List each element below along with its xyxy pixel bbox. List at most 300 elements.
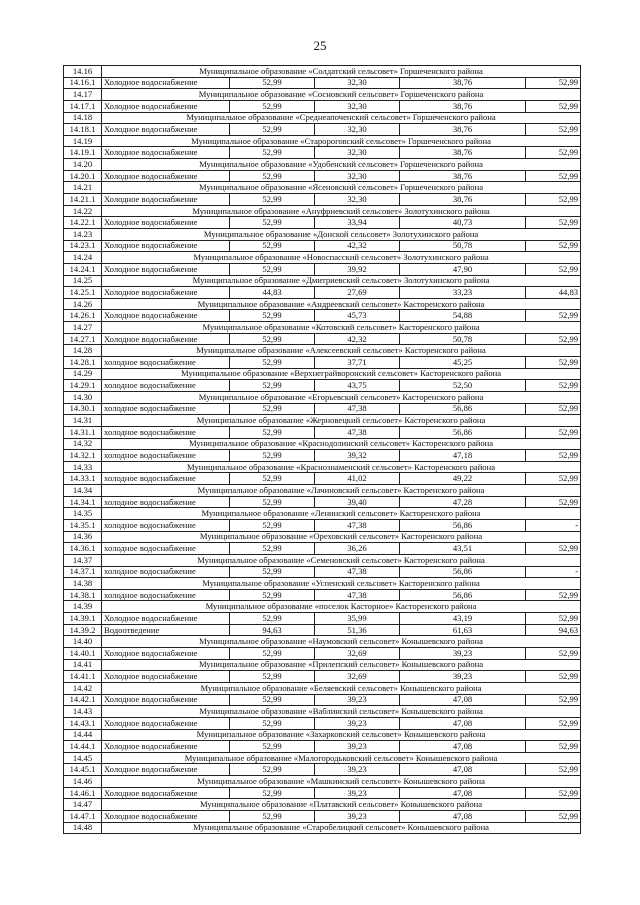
municipality-title: Муниципальное образование «Ясеновский сельсовет» Горшеченского района (102, 182, 581, 194)
row-code: 14.24.1 (64, 263, 102, 275)
tariff-value-4: 52,99 (526, 717, 581, 729)
service-name: Холодное водоснабжение (102, 717, 230, 729)
row-code: 14.42 (64, 682, 102, 694)
tariff-value-1: 52,99 (230, 403, 315, 415)
row-code: 14.43.1 (64, 717, 102, 729)
row-code: 14.36.1 (64, 543, 102, 555)
municipality-header-row (64, 682, 581, 694)
row-code: 14.18 (64, 112, 102, 124)
municipality-header-row (64, 182, 581, 194)
tariff-value-1: 52,99 (230, 566, 315, 578)
tariff-value-2: 39,32 (315, 450, 400, 462)
row-code: 14.36 (64, 531, 102, 543)
tariff-value-4: 52,99 (526, 100, 581, 112)
tariff-value-2: 39,23 (315, 741, 400, 753)
row-code: 14.22.1 (64, 217, 102, 229)
municipality-header-row (64, 159, 581, 171)
tariff-value-2: 45,73 (315, 310, 400, 322)
tariff-row (64, 566, 581, 578)
municipality-header-row (64, 799, 581, 811)
tariff-row (64, 310, 581, 322)
tariff-value-4: 52,99 (526, 147, 581, 159)
tariff-value-2: 32,30 (315, 147, 400, 159)
row-code: 14.47 (64, 799, 102, 811)
municipality-title: Муниципальное образование «Краснодолинский сельсовет» Касторенского района (102, 438, 581, 450)
municipality-header-row (64, 822, 581, 834)
tariff-value-2: 39,23 (315, 787, 400, 799)
municipality-header-row (64, 636, 581, 648)
tariff-value-1: 52,99 (230, 124, 315, 136)
municipality-header-row (64, 391, 581, 403)
municipality-header-row (64, 461, 581, 473)
row-code: 14.33 (64, 461, 102, 473)
tariff-value-4: 52,99 (526, 170, 581, 182)
row-code: 14.39.1 (64, 613, 102, 625)
row-code: 14.47.1 (64, 811, 102, 823)
tariff-row (64, 543, 581, 555)
municipality-title: Муниципальное образование «Удобенский сельсовет» Горшеченского района (102, 159, 581, 171)
row-code: 14.27.1 (64, 333, 102, 345)
tariff-row (64, 77, 581, 89)
tariff-value-2: 32,30 (315, 194, 400, 206)
tariff-value-1: 52,99 (230, 496, 315, 508)
row-code: 14.20.1 (64, 170, 102, 182)
service-name: Холодное водоснабжение (102, 333, 230, 345)
tariff-value-3: 56,86 (400, 566, 526, 578)
tariff-value-4: 52,99 (526, 357, 581, 369)
tariff-value-1: 52,99 (230, 380, 315, 392)
tariff-value-2: 41,02 (315, 473, 400, 485)
municipality-header-row (64, 66, 581, 78)
row-code: 14.44.1 (64, 741, 102, 753)
row-code: 14.18.1 (64, 124, 102, 136)
tariff-value-4: 52,99 (526, 671, 581, 683)
tariff-value-1: 52,99 (230, 613, 315, 625)
tariff-value-3: 47,08 (400, 764, 526, 776)
municipality-header-row (64, 438, 581, 450)
service-name: холодное водоснабжение (102, 543, 230, 555)
row-code: 14.39.2 (64, 624, 102, 636)
municipality-header-row (64, 601, 581, 613)
tariff-value-3: 38,76 (400, 124, 526, 136)
tariff-value-3: 43,19 (400, 613, 526, 625)
tariff-value-3: 56,86 (400, 589, 526, 601)
tariff-value-4: 52,99 (526, 450, 581, 462)
tariff-row (64, 764, 581, 776)
tariff-value-2: 36,26 (315, 543, 400, 555)
tariff-value-1: 52,99 (230, 450, 315, 462)
tariff-value-4: 52,99 (526, 403, 581, 415)
tariff-value-4: - (526, 566, 581, 578)
municipality-title: Муниципальное образование «Лачиновский сельсовет» Касторенского района (102, 485, 581, 497)
tariff-value-1: 52,99 (230, 648, 315, 660)
row-code: 14.44 (64, 729, 102, 741)
tariff-value-3: 38,76 (400, 77, 526, 89)
service-name: Холодное водоснабжение (102, 147, 230, 159)
tariff-value-1: 52,99 (230, 717, 315, 729)
tariff-value-3: 47,08 (400, 787, 526, 799)
tariff-value-1: 52,99 (230, 357, 315, 369)
tariff-value-3: 47,90 (400, 263, 526, 275)
row-code: 14.33.1 (64, 473, 102, 485)
municipality-title: Муниципальное образование «Среднеапоченский сельсовет» Горшеченского района (102, 112, 581, 124)
service-name: Холодное водоснабжение (102, 310, 230, 322)
municipality-title: Муниципальное образование «Андреевский сельсовет» Касторенского района (102, 298, 581, 310)
municipality-header-row (64, 729, 581, 741)
service-name: Холодное водоснабжение (102, 613, 230, 625)
service-name: холодное водоснабжение (102, 357, 230, 369)
tariff-value-3: 61,63 (400, 624, 526, 636)
tariff-value-4: 52,99 (526, 194, 581, 206)
municipality-header-row (64, 112, 581, 124)
tariff-table-body (64, 66, 581, 834)
row-code: 14.32.1 (64, 450, 102, 462)
tariff-value-1: 52,99 (230, 519, 315, 531)
row-code: 14.20 (64, 159, 102, 171)
tariff-value-4: 44,83 (526, 287, 581, 299)
tariff-row (64, 613, 581, 625)
tariff-row (64, 124, 581, 136)
row-code: 14.26 (64, 298, 102, 310)
tariff-value-1: 52,99 (230, 543, 315, 555)
service-name: холодное водоснабжение (102, 450, 230, 462)
row-code: 14.25.1 (64, 287, 102, 299)
row-code: 14.28.1 (64, 357, 102, 369)
tariff-value-4: 52,99 (526, 741, 581, 753)
tariff-value-2: 47,38 (315, 566, 400, 578)
municipality-header-row (64, 659, 581, 671)
row-code: 14.23.1 (64, 240, 102, 252)
tariff-value-1: 52,99 (230, 741, 315, 753)
tariff-table (63, 65, 581, 834)
tariff-value-3: 39,23 (400, 648, 526, 660)
tariff-row (64, 811, 581, 823)
tariff-value-3: 47,08 (400, 741, 526, 753)
service-name: холодное водоснабжение (102, 496, 230, 508)
tariff-value-2: 39,40 (315, 496, 400, 508)
municipality-title: Муниципальное образование «Наумовский сельсовет» Конышевского района (102, 636, 581, 648)
row-code: 14.45 (64, 752, 102, 764)
tariff-value-4: 52,99 (526, 648, 581, 660)
row-code: 14.37 (64, 554, 102, 566)
tariff-value-1: 52,99 (230, 77, 315, 89)
tariff-value-2: 32,69 (315, 648, 400, 660)
municipality-title: Муниципальное образование «Сосновский сельсовет» Горшеченского района (102, 89, 581, 101)
tariff-value-1: 52,99 (230, 194, 315, 206)
tariff-value-3: 47,08 (400, 694, 526, 706)
tariff-value-2: 32,30 (315, 124, 400, 136)
row-code: 14.16.1 (64, 77, 102, 89)
tariff-row (64, 473, 581, 485)
service-name: Холодное водоснабжение (102, 217, 230, 229)
tariff-value-4: 52,99 (526, 787, 581, 799)
tariff-value-3: 39,23 (400, 671, 526, 683)
service-name: Холодное водоснабжение (102, 787, 230, 799)
row-code: 14.34 (64, 485, 102, 497)
service-name: Холодное водоснабжение (102, 648, 230, 660)
tariff-value-1: 52,99 (230, 671, 315, 683)
service-name: Холодное водоснабжение (102, 287, 230, 299)
row-code: 14.40 (64, 636, 102, 648)
tariff-value-1: 52,99 (230, 426, 315, 438)
tariff-value-1: 52,99 (230, 787, 315, 799)
municipality-header-row (64, 89, 581, 101)
tariff-row (64, 496, 581, 508)
tariff-value-3: 50,78 (400, 240, 526, 252)
row-code: 14.29.1 (64, 380, 102, 392)
tariff-value-2: 43,75 (315, 380, 400, 392)
tariff-value-4: 52,99 (526, 217, 581, 229)
row-code: 14.38.1 (64, 589, 102, 601)
tariff-value-4: 52,99 (526, 811, 581, 823)
row-code: 14.23 (64, 228, 102, 240)
service-name: холодное водоснабжение (102, 473, 230, 485)
municipality-title: Муниципальное образование «поселок Касторное» Касторенского района (102, 601, 581, 613)
tariff-row (64, 217, 581, 229)
municipality-title: Муниципальное образование «Старороговский сельсовет» Горшеченского района (102, 135, 581, 147)
tariff-row (64, 147, 581, 159)
municipality-header-row (64, 531, 581, 543)
row-code: 14.43 (64, 706, 102, 718)
row-code: 14.31 (64, 415, 102, 427)
row-code: 14.21 (64, 182, 102, 194)
tariff-row (64, 741, 581, 753)
tariff-value-2: 47,38 (315, 403, 400, 415)
tariff-value-2: 47,38 (315, 426, 400, 438)
tariff-value-4: 52,99 (526, 240, 581, 252)
tariff-value-4: 52,99 (526, 426, 581, 438)
row-code: 14.30.1 (64, 403, 102, 415)
tariff-row (64, 717, 581, 729)
tariff-value-1: 52,99 (230, 100, 315, 112)
municipality-title: Муниципальное образование «Ореховский сельсовет» Касторенского района (102, 531, 581, 543)
tariff-value-2: 47,38 (315, 519, 400, 531)
row-code: 14.38 (64, 578, 102, 590)
municipality-header-row (64, 776, 581, 788)
tariff-value-1: 52,99 (230, 263, 315, 275)
municipality-title: Муниципальное образование «Семеновский сельсовет» Касторенского района (102, 554, 581, 566)
municipality-title: Муниципальное образование «Ленинский сельсовет» Касторенского района (102, 508, 581, 520)
tariff-value-2: 32,30 (315, 100, 400, 112)
municipality-title: Муниципальное образование «Платавский сельсовет» Конышевского района (102, 799, 581, 811)
tariff-value-3: 47,08 (400, 717, 526, 729)
tariff-value-4: 52,99 (526, 380, 581, 392)
tariff-value-2: 35,99 (315, 613, 400, 625)
row-code: 14.46.1 (64, 787, 102, 799)
tariff-value-3: 50,78 (400, 333, 526, 345)
tariff-value-1: 44,83 (230, 287, 315, 299)
municipality-title: Муниципальное образование «Котовский сельсовет» Касторенского района (102, 322, 581, 334)
tariff-value-3: 56,86 (400, 519, 526, 531)
tariff-value-2: 33,94 (315, 217, 400, 229)
tariff-value-1: 52,99 (230, 589, 315, 601)
tariff-value-4: 52,99 (526, 496, 581, 508)
tariff-row (64, 287, 581, 299)
row-code: 14.42.1 (64, 694, 102, 706)
municipality-title: Муниципальное образование «Донской сельсовет» Золотухинского района (102, 228, 581, 240)
row-code: 14.30 (64, 391, 102, 403)
municipality-title: Муниципальное образование «Егорьевский сельсовет» Касторенского района (102, 391, 581, 403)
tariff-value-3: 38,76 (400, 100, 526, 112)
row-code: 14.45.1 (64, 764, 102, 776)
municipality-header-row (64, 322, 581, 334)
row-code: 14.41 (64, 659, 102, 671)
tariff-row (64, 240, 581, 252)
service-name: холодное водоснабжение (102, 426, 230, 438)
tariff-value-3: 38,76 (400, 194, 526, 206)
row-code: 14.32 (64, 438, 102, 450)
row-code: 14.34.1 (64, 496, 102, 508)
tariff-row (64, 357, 581, 369)
row-code: 14.24 (64, 252, 102, 264)
municipality-header-row (64, 345, 581, 357)
tariff-value-1: 52,99 (230, 333, 315, 345)
service-name: холодное водоснабжение (102, 403, 230, 415)
tariff-value-1: 52,99 (230, 811, 315, 823)
service-name: Холодное водоснабжение (102, 124, 230, 136)
tariff-value-4: 52,99 (526, 589, 581, 601)
tariff-value-4: 52,99 (526, 473, 581, 485)
row-code: 14.29 (64, 368, 102, 380)
tariff-row (64, 648, 581, 660)
municipality-header-row (64, 252, 581, 264)
service-name: Холодное водоснабжение (102, 811, 230, 823)
municipality-title: Муниципальное образование «Прилепский сельсовет» Конышевского района (102, 659, 581, 671)
municipality-header-row (64, 298, 581, 310)
tariff-value-4: - (526, 519, 581, 531)
tariff-value-4: 52,99 (526, 124, 581, 136)
municipality-header-row (64, 752, 581, 764)
row-code: 14.41.1 (64, 671, 102, 683)
municipality-header-row (64, 578, 581, 590)
municipality-header-row (64, 368, 581, 380)
municipality-title: Муниципальное образование «Успенский сельсовет» Касторенского района (102, 578, 581, 590)
municipality-title: Муниципальное образование «Старобелицкий сельсовет» Конышевского района (102, 822, 581, 834)
tariff-value-3: 38,76 (400, 147, 526, 159)
municipality-title: Муниципальное образование «Дмитриевский сельсовет» Золотухинского района (102, 275, 581, 287)
tariff-row (64, 426, 581, 438)
row-code: 14.35.1 (64, 519, 102, 531)
municipality-title: Муниципальное образование «Жерновецкий сельсовет» Касторенского района (102, 415, 581, 427)
service-name: Холодное водоснабжение (102, 240, 230, 252)
tariff-value-1: 52,99 (230, 473, 315, 485)
municipality-title: Муниципальное образование «Ваблинский сельсовет» Конышевского района (102, 706, 581, 718)
service-name: холодное водоснабжение (102, 519, 230, 531)
tariff-row (64, 589, 581, 601)
tariff-value-2: 39,23 (315, 694, 400, 706)
tariff-value-3: 56,86 (400, 426, 526, 438)
row-code: 14.16 (64, 66, 102, 78)
municipality-title: Муниципальное образование «Беляевский сельсовет» Конышевского района (102, 682, 581, 694)
municipality-title: Муниципальное образование «Верхнеграйворонский сельсовет» Касторенского района (102, 368, 581, 380)
row-code: 14.28 (64, 345, 102, 357)
tariff-value-2: 47,38 (315, 589, 400, 601)
tariff-value-3: 47,08 (400, 811, 526, 823)
tariff-value-4: 52,99 (526, 263, 581, 275)
tariff-row (64, 624, 581, 636)
municipality-title: Муниципальное образование «Солдатский сельсовет» Горшеченского района (102, 66, 581, 78)
service-name: Холодное водоснабжение (102, 764, 230, 776)
tariff-value-3: 47,18 (400, 450, 526, 462)
tariff-row (64, 519, 581, 531)
row-code: 14.17.1 (64, 100, 102, 112)
service-name: холодное водоснабжение (102, 589, 230, 601)
tariff-value-3: 47,28 (400, 496, 526, 508)
municipality-title: Муниципальное образование «Алексеевский сельсовет» Касторенского района (102, 345, 581, 357)
tariff-value-3: 54,88 (400, 310, 526, 322)
tariff-value-1: 52,99 (230, 240, 315, 252)
tariff-value-4: 52,99 (526, 694, 581, 706)
tariff-value-2: 37,71 (315, 357, 400, 369)
tariff-value-2: 42,32 (315, 240, 400, 252)
tariff-value-4: 52,99 (526, 613, 581, 625)
municipality-header-row (64, 554, 581, 566)
service-name: Холодное водоснабжение (102, 671, 230, 683)
tariff-value-4: 52,99 (526, 77, 581, 89)
tariff-row (64, 194, 581, 206)
tariff-value-1: 52,99 (230, 764, 315, 776)
municipality-header-row (64, 508, 581, 520)
tariff-value-4: 52,99 (526, 333, 581, 345)
service-name: холодное водоснабжение (102, 566, 230, 578)
row-code: 14.21.1 (64, 194, 102, 206)
service-name: Холодное водоснабжение (102, 263, 230, 275)
tariff-row (64, 694, 581, 706)
tariff-row (64, 450, 581, 462)
tariff-row (64, 380, 581, 392)
municipality-header-row (64, 228, 581, 240)
municipality-title: Муниципальное образование «Ануфриевский сельсовет» Золотухинского района (102, 205, 581, 217)
tariff-value-3: 40,73 (400, 217, 526, 229)
row-code: 14.26.1 (64, 310, 102, 322)
service-name: холодное водоснабжение (102, 380, 230, 392)
municipality-header-row (64, 485, 581, 497)
tariff-value-3: 43,51 (400, 543, 526, 555)
tariff-value-2: 32,30 (315, 77, 400, 89)
row-code: 14.48 (64, 822, 102, 834)
service-name: Холодное водоснабжение (102, 170, 230, 182)
row-code: 14.17 (64, 89, 102, 101)
tariff-value-4: 52,99 (526, 764, 581, 776)
tariff-row (64, 671, 581, 683)
tariff-value-1: 94,63 (230, 624, 315, 636)
tariff-value-2: 39,92 (315, 263, 400, 275)
municipality-header-row (64, 706, 581, 718)
service-name: Холодное водоснабжение (102, 741, 230, 753)
municipality-title: Муниципальное образование «Машкинский сельсовет» Конышевского района (102, 776, 581, 788)
tariff-value-2: 42,32 (315, 333, 400, 345)
row-code: 14.22 (64, 205, 102, 217)
tariff-value-1: 52,99 (230, 170, 315, 182)
tariff-value-4: 52,99 (526, 310, 581, 322)
tariff-row (64, 170, 581, 182)
row-code: 14.35 (64, 508, 102, 520)
tariff-value-1: 52,99 (230, 310, 315, 322)
municipality-header-row (64, 205, 581, 217)
row-code: 14.31.1 (64, 426, 102, 438)
tariff-value-2: 32,69 (315, 671, 400, 683)
row-code: 14.40.1 (64, 648, 102, 660)
municipality-header-row (64, 135, 581, 147)
row-code: 14.37.1 (64, 566, 102, 578)
tariff-value-2: 39,23 (315, 717, 400, 729)
tariff-value-2: 51,36 (315, 624, 400, 636)
tariff-value-3: 38,76 (400, 170, 526, 182)
tariff-value-2: 27,69 (315, 287, 400, 299)
municipality-title: Муниципальное образование «Новоспасский сельсовет» Золотухинского района (102, 252, 581, 264)
row-code: 14.27 (64, 322, 102, 334)
municipality-header-row (64, 275, 581, 287)
